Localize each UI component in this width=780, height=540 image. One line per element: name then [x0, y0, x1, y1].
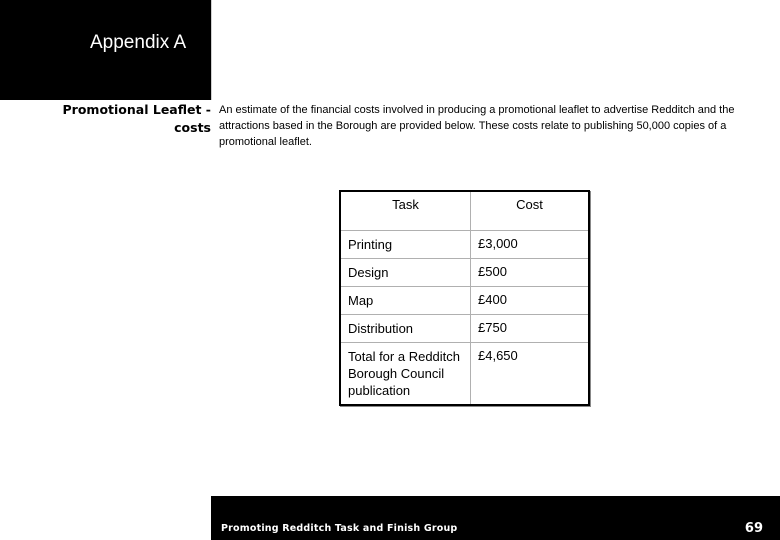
cost-cell: £3,000 [471, 231, 590, 259]
table-row [340, 231, 589, 259]
task-cell: Design [340, 259, 471, 287]
cost-cell: £750 [471, 315, 590, 343]
cost-cell: £400 [471, 287, 590, 315]
page-title: Appendix A [90, 32, 187, 53]
task-cell: Distribution [340, 315, 471, 343]
table-header-row [340, 191, 589, 231]
header-block [0, 0, 211, 100]
task-cell: Printing [340, 231, 471, 259]
task-cell: Map [340, 287, 471, 315]
table-row [340, 287, 589, 315]
footer-bar [211, 496, 780, 540]
section-heading [0, 101, 211, 137]
table-row-total [340, 343, 589, 406]
intro-paragraph: An estimate of the financial costs involved in producing a promotional leaflet to advertise Redditch and the attractions based in the Borough are provided below. These costs relate to publishing 50,000 copies of a promotional leaflet. [219, 104, 735, 148]
table-row [340, 259, 589, 287]
footer-title: Promoting Redditch Task and Finish Group [221, 523, 458, 534]
column-header-task: Task [340, 191, 471, 231]
cost-table [339, 190, 590, 406]
header-divider [211, 0, 212, 100]
cost-cell: £4,650 [471, 343, 590, 406]
table-row [340, 315, 589, 343]
section-heading-line2: costs [174, 120, 211, 135]
section-heading-line1: Promotional Leaflet - [62, 102, 211, 117]
task-cell: Total for a Redditch Borough Council publication [340, 343, 471, 406]
column-header-cost: Cost [471, 191, 590, 231]
cost-cell: £500 [471, 259, 590, 287]
page-number: 69 [744, 521, 763, 536]
